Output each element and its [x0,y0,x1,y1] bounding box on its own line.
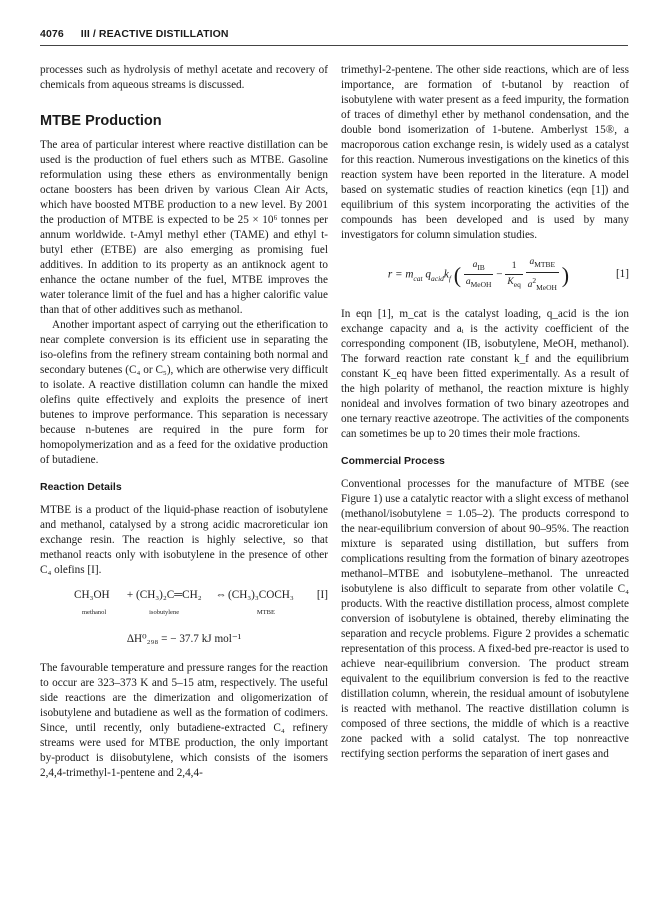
eq-number: [I] [316,589,328,601]
rate-expression: $r = m_{cat}$ $q_{acid}k_f$ ( $\frac{a_{IB}}{a_{MeOH}}$ − $\frac{1}{K_{eq}}$ $\frac{a_{MTBE}}{a^2_{MeOH}}$ ) [341,255,616,295]
reaction-paragraph-2: The favourable temperature and pressure ranges for the reaction to occur are 323–373 K and 5–15 atm, respectively. The useful side reactions are the dimerization and oligomerization of isobutylene and butadiene as well as the formation of codimers. Since, until recently, only butadiene-extracted C₄ refinery streams were used for MTBE production, the only important by-product is diisobutylene, which consists of the isomers 2,4,4-trimethyl-1-pentene and 2,4,4- [40,662,328,779]
rate-eq-number: [1] [615,268,629,281]
eq-plus: + [126,589,134,601]
eq-isobutylene: (CH₃)₂C═CH₂ [136,589,202,601]
mtbe-heading: MTBE Production [40,113,162,129]
frac-keq: $\frac{1}{K_{eq}}$ [507,260,521,289]
reaction-equation [40,588,328,620]
mtbe-paragraph-1: The area of particular interest where reactive distillation can be used is the production of fuel ethers such as MTBE. Gasoline reformulation using these ethers as environmentally benign octane boosters has been driven by various Clean Air Acts, which have boosted MTBE production to a new level. By 2001 the production of MTBE is expected to be 25 × 10⁶ tonnes per annum worldwide. t-Amyl methyl ether (TAME) and ethyl t-butyl ether (ETBE) are also emerging as promising fuel additives. In addition to its property as an antiknock agent to enhance the octane number of the fuel, MTBE improves the water tolerance limit of the fuel and has a higher calorific value than that of other additives such as methanol. [40,139,328,316]
reaction-paragraph-1: MTBE is a product of the liquid-phase reaction of isobutylene and methanol, catalysed by a strong acidic macroreticular ion exchange resin. The reaction is highly selective, so that methanol reacts only with isobutylene in the presence of other C₄ olefins [I]. [40,504,328,576]
right-paragraph-3: Conventional processes for the manufacture of MTBE (see Figure 1) use a catalytic reactor with a slight excess of methanol (methanol/isobutylene = 1.05–2). The products correspond to the near-equilibrium conversion of about 90–95%. The reaction mixture is separated using distillation, but suffers from complications resulting from the formation of binary azeotropes methanol–MTBE and isobutylene–methanol. The unreacted isobutylene is also difficult to separate from other volatile C₄ products. With the reactive distillation process, almost complete conversion of isobutylene is obtained, thereby eliminating the separation and recycle problems. Figure 2 provides a schematic representation of this process. A fixed-bed pre-reactor is used to achieve near-equilibrium conversion. The product stream equivalent to the equilibrium conversion is fed to the reactive distillation column, wherein, the residual amount of isobutylene is reacted with methanol. The reactive distillation column is composed of three sections, the middle of which is a reactive zone packed with a solid catalyst. The top nonreactive rectifying section performs the separation of inert gases and [341,477,629,760]
section-title: III / REACTIVE DISTILLATION [80,28,229,40]
right-paragraph-2: In eqn [1], m_cat is the catalyst loading, q_acid is the ion exchange capacity and aᵢ is the activity coefficient of the corresponding component (IB, isobutylene, MeOH, methanol). The forward reaction rate constant k_f and the equilibrium constant K_eq have been fitted experimentally. As a result of the high polarity of methanol, the reaction mixture is highly nonideal and involves formation of two binary azeotropes and one ternary reactive azeotrope. The activities of the components can sometimes be up to 20 times their mole fractions. [341,307,629,440]
frac-mtbe: $\frac{a_{MTBE}}{a^2_{MeOH}}$ [527,257,557,292]
commercial-heading: Commercial Process [341,454,445,467]
running-header [40,28,628,44]
mtbe-paragraph-2: Another important aspect of carrying out the etherification to near complete conversion is its efficient use in separating the iso-olefins from the refinery stream containing both normal and secondary butenes (C₄ or C₅), which are otherwise very difficult to isolate. A reactive distillation column can handle the mixed olefins quite effectively and exploits the presence of inert butenes to improve performance. This separation is necessary because n-butenes are required in the pure form for homopolymerization and as a feed for the oxidative production of butadiene. [40,319,328,466]
reaction-heading: Reaction Details [40,481,122,493]
frac-ib: $\frac{a_{IB}}{a_{MeOH}}$ [465,259,492,290]
page-number: 4076 [40,28,64,40]
intro-paragraph: processes such as hydrolysis of methyl acetate and recovery of chemicals from aqueous streams is discussed. [40,64,328,91]
right-column [341,63,629,762]
rate-equation [341,255,629,295]
enthalpy-line: ΔH⁰₂₉₈ = − 37.7 kJ mol⁻¹ [126,633,242,645]
eq-mtbe: (CH₃)₃COCH₃ [228,589,294,601]
label-mtbe: MTBE [256,609,275,616]
eq-arrow: ⇔ [215,589,227,601]
right-paragraph-1: trimethyl-2-pentene. The other side reactions, which are of less importance, are formation of t-butanol by reaction of isobutylene with water present as a feed impurity, the formation of traces of dimethyl ether by methanol condensation, and the double bond isomerization of 1-butene. Amberlyst 15®, a macroporous cation exchange resin, is widely used as a catalyst for this reaction. Numerous investigations on the kinetics of this reaction system have been reported in the literature. A model based on systematic studies of reaction kinetics (eqn [1]) and equilibrium of this system incorporating the activities of the compounds has been developed and is used by many investigators for column simulation studies. [341,64,629,241]
label-methanol: methanol [82,609,107,616]
label-isobutylene: isobutylene [149,609,180,616]
header-rule [40,45,628,46]
left-column [40,63,328,781]
eq-methanol: CH₃OH [74,589,110,601]
